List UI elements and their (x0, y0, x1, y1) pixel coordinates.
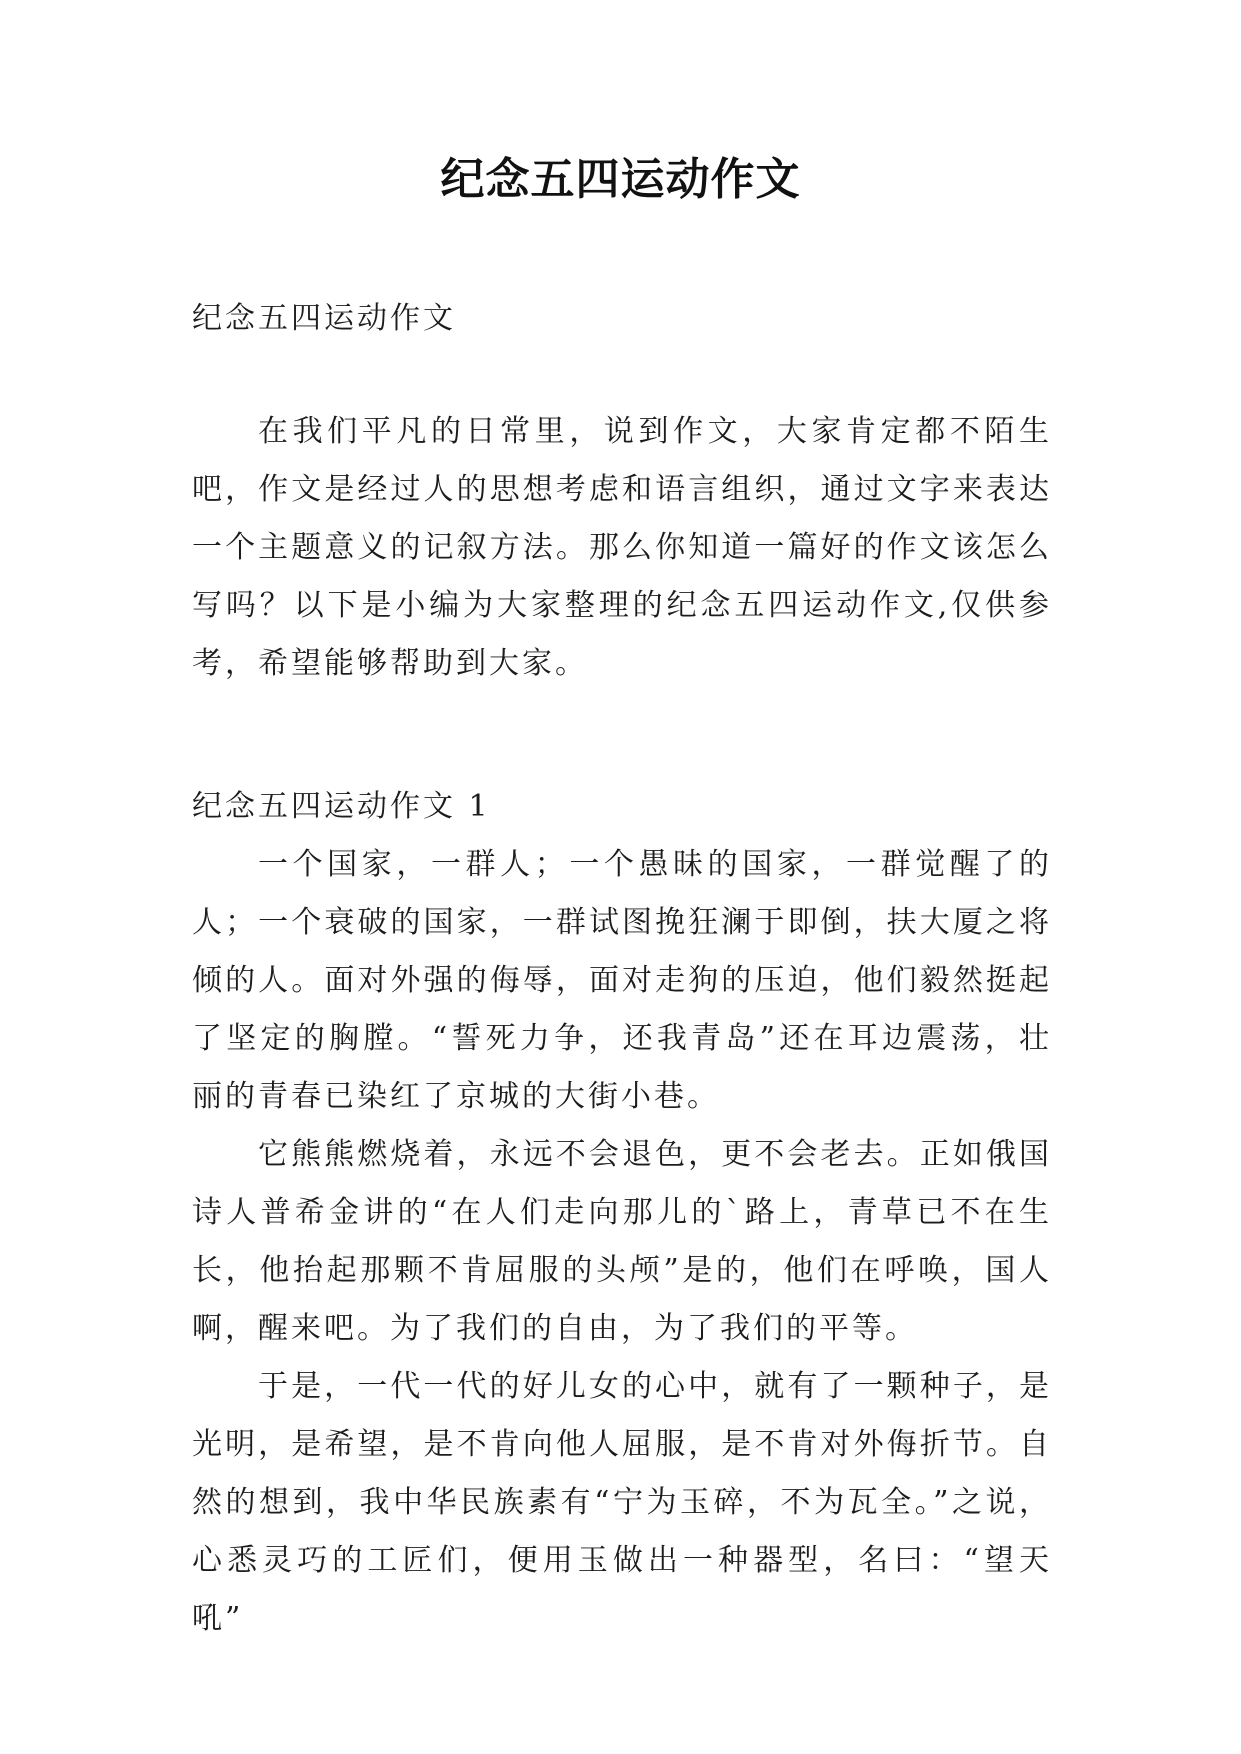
section-heading: 纪念五四运动作文 1 (192, 789, 491, 824)
essay-paragraph: 于是，一代一代的好儿女的心中，就有了一颗种子，是光明，是希望，是不肯向他人屈服，是不肯对外侮折节。自然的想到，我中华民族素有“宁为玉碎，不为瓦全。”之说，心悉灵巧的工匠们，便用玉做出一种器型，名曰：“望天吼” (192, 1369, 1052, 1636)
intro-paragraph: 在我们平凡的日常里，说到作文，大家肯定都不陌生吧，作文是经过人的思想考虑和语言组织，通过文字来表达一个主题意义的记叙方法。那么你知道一篇好的作文该怎么写吗？以下是小编为大家整理的纪念五四运动作文,仅供参考，希望能够帮助到大家。 (192, 414, 1052, 681)
document-subtitle: 纪念五四运动作文 (192, 301, 456, 336)
essay-paragraph: 它熊熊燃烧着，永远不会退色，更不会老去。正如俄国诗人普希金讲的“在人们走向那儿的`路上，青草已不在生长，他抬起那颗不肯屈服的头颅”是的，他们在呼唤，国人啊，醒来吧。为了我们的自由，为了我们的平等。 (192, 1137, 1052, 1346)
document-title: 纪念五四运动作文 (440, 154, 801, 205)
essay-paragraph: 一个国家，一群人；一个愚昧的国家，一群觉醒了的人；一个衰破的国家，一群试图挽狂澜于即倒，扶大厦之将倾的人。面对外强的侮辱，面对走狗的压迫，他们毅然挺起了坚定的胸膛。“誓死力争，还我青岛”还在耳边震荡，壮丽的青春已染红了京城的大街小巷。 (192, 847, 1052, 1114)
essay-body (192, 836, 1052, 1648)
